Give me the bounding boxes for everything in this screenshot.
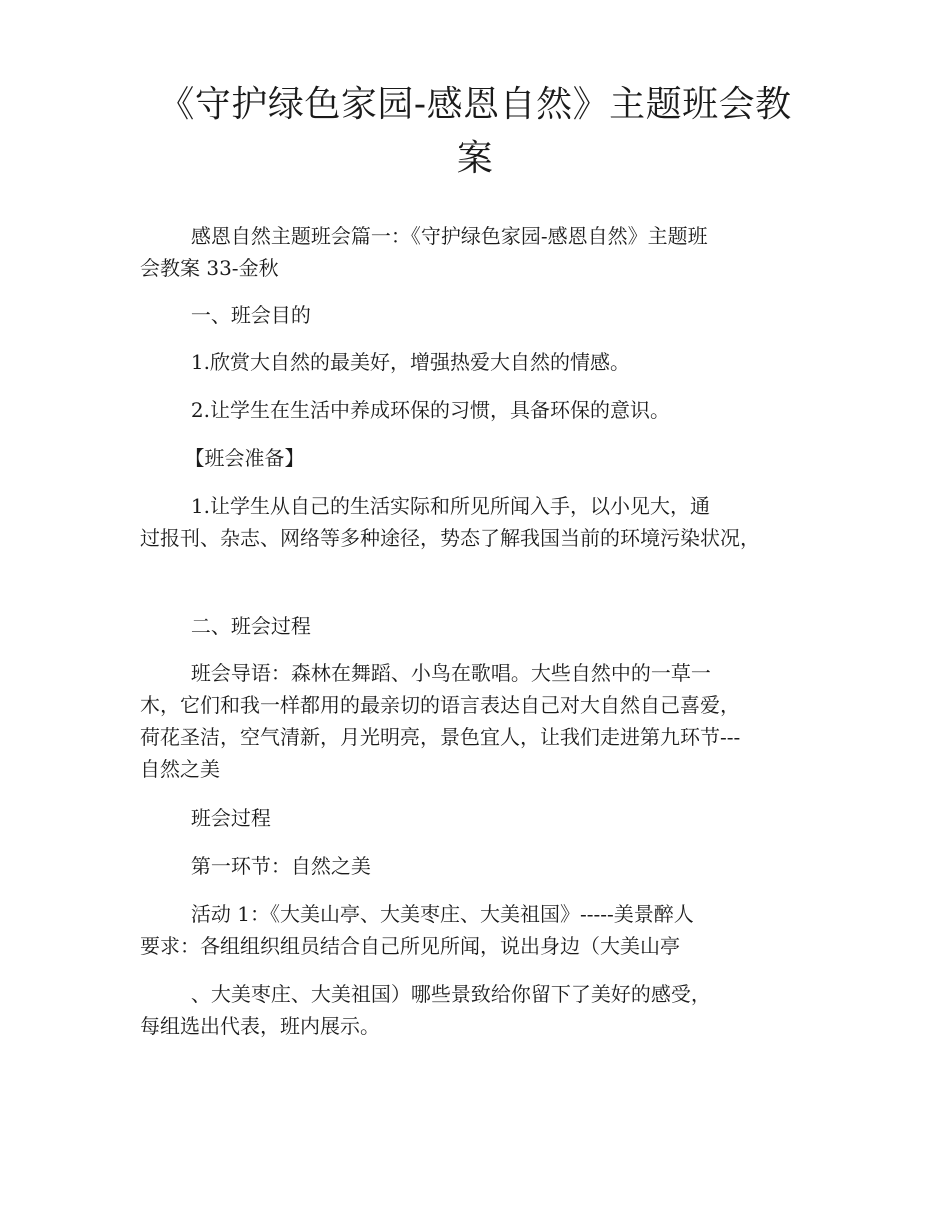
text-line: 木，它们和我一样都用的最亲切的语言表达自己对大自然自己喜爱，	[140, 693, 740, 717]
text-line: 要求：各组组织组员结合自己所见所闻，说出身边（大美山亭	[140, 934, 680, 958]
activity-one-continued	[140, 978, 810, 1042]
text-line: 一、班会目的	[140, 303, 311, 327]
text-line: 过报刊、杂志、网络等多种途径，势态了解我国当前的环境污染状况，	[140, 526, 760, 550]
title-line-2: 案	[456, 138, 494, 179]
process-label	[140, 802, 810, 834]
text-line: 会教案 33-金秋	[140, 256, 279, 280]
text-line: 班会过程	[140, 806, 271, 830]
purpose-item-1	[140, 346, 810, 378]
text-line: 1.让学生从自己的生活实际和所见所闻入手，以小见大，通	[140, 494, 710, 518]
intro-paragraph	[140, 220, 810, 284]
activity-one-paragraph	[140, 898, 810, 962]
text-line: 【班会准备】	[140, 446, 305, 470]
text-line: 2.让学生在生活中养成环保的习惯，具备环保的意识。	[140, 398, 670, 422]
preparation-item-1	[140, 490, 810, 554]
text-line: 1.欣赏大自然的最美好，增强热爱大自然的情感。	[140, 350, 630, 374]
text-line: 二、班会过程	[140, 614, 311, 638]
text-line: 感恩自然主题班会篇一：《守护绿色家园-感恩自然》主题班	[140, 224, 708, 248]
text-line: 每组选出代表，班内展示。	[140, 1014, 380, 1038]
document-title	[140, 78, 810, 186]
section-heading-process	[140, 610, 810, 642]
section-heading-purpose	[140, 299, 810, 331]
section-heading-preparation	[140, 442, 810, 474]
text-line: 自然之美	[140, 757, 220, 781]
intro-remarks-paragraph	[140, 657, 810, 785]
title-line-1: 《守护绿色家园-感恩自然》主题班会教	[158, 84, 792, 125]
text-line: 荷花圣洁，空气清新，月光明亮，景色宜人，让我们走进第九环节---	[140, 725, 741, 749]
purpose-item-2	[140, 394, 810, 426]
text-line: 第一环节：自然之美	[140, 854, 371, 878]
text-line: 班会导语：森林在舞蹈、小鸟在歌唱。大些自然中的一草一	[140, 661, 711, 685]
text-line: 活动 1：《大美山亭、大美枣庄、大美祖国》-----美景醉人	[140, 902, 694, 926]
text-line: 、大美枣庄、大美祖国）哪些景致给你留下了美好的感受，	[140, 982, 711, 1006]
stage-one-heading	[140, 850, 810, 882]
